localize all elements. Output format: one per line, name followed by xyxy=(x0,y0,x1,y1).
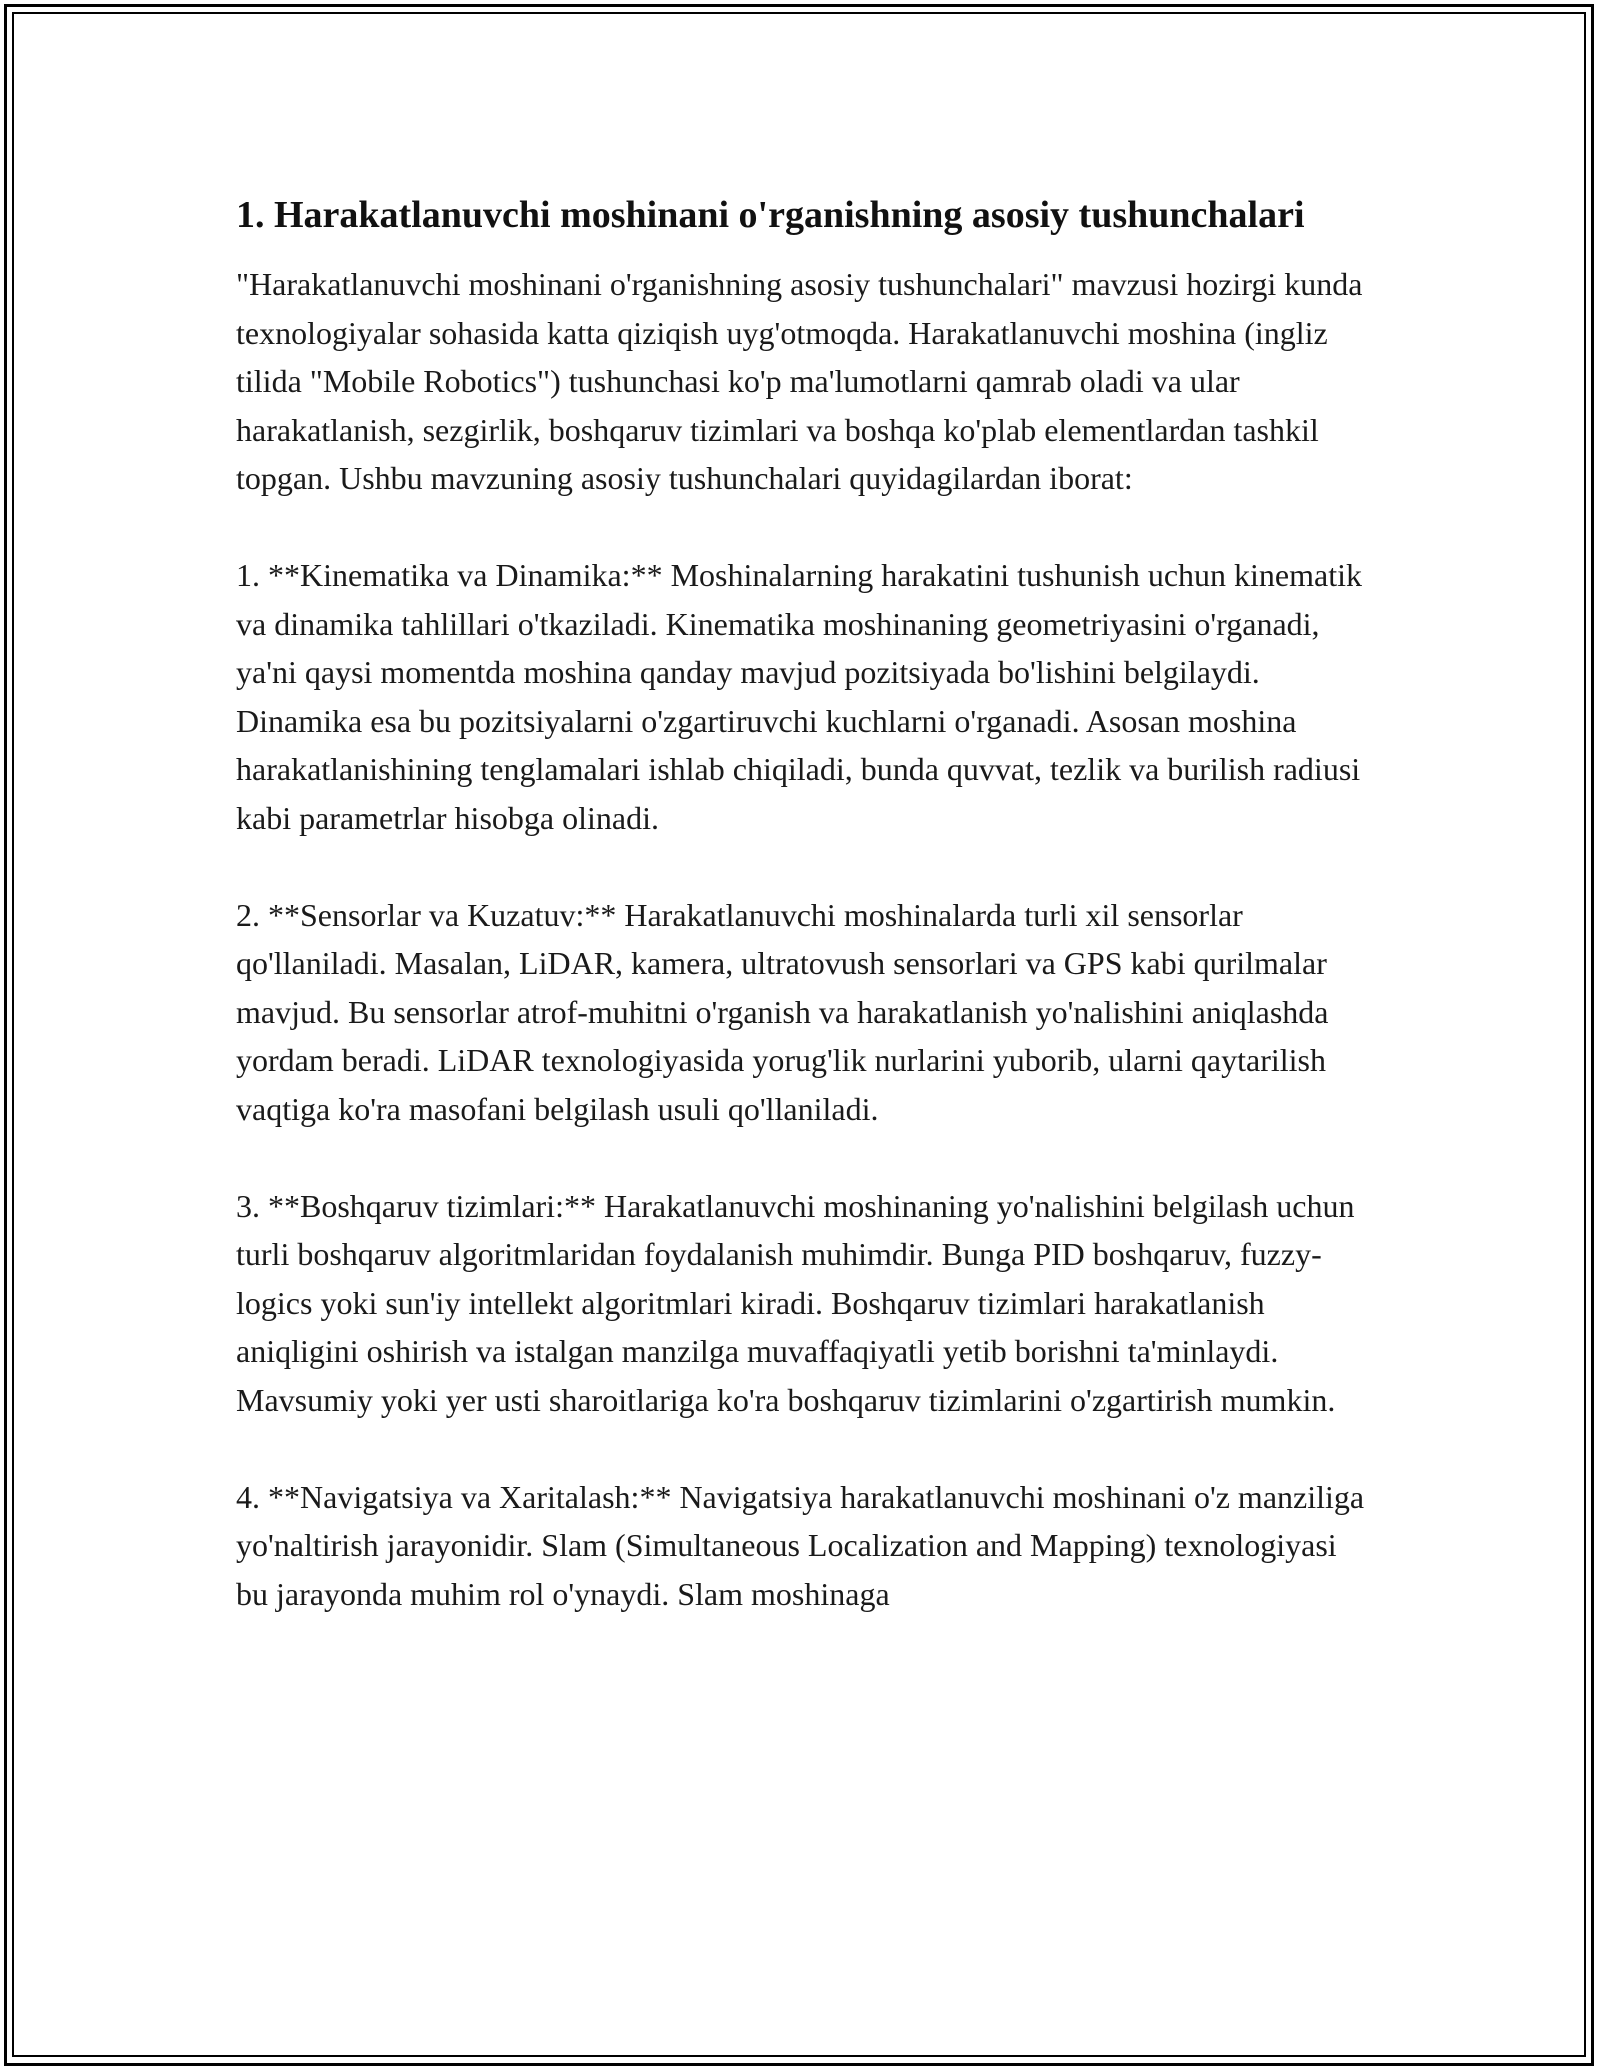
intro-paragraph: "Harakatlanuvchi moshinani o'rganishning asosiy tushunchalari" mavzusi hozirgi kunda texnologiyalar sohasida katta qiziqish uyg'otmoqda. Harakatlanuvchi moshina (ingliz tilida "Mobile Robotics") tushunchasi ko'p ma'lumotlarni qamrab oladi va ular harakatlanish, sezgirlik, boshqaruv tizimlari va boshqa ko'plab elementlardan tashkil topgan. Ushbu mavzuning asosiy tushunchalari quyidagilardan iborat: xyxy=(236,266,1363,496)
document-title: 1. Harakatlanuvchi moshinani o'rganishning asosiy tushunchalari xyxy=(236,194,1305,236)
sensors-paragraph: 2. **Sensorlar va Kuzatuv:** Harakatlanuvchi moshinalarda turli xil sensorlar qo'llaniladi. Masalan, LiDAR, kamera, ultratovush sensorlari va GPS kabi qurilmalar mavjud. Bu sensorlar atrof-muhitni o'rganish va harakatlanish yo'nalishini aniqlashda yordam beradi. LiDAR texnologiyasida yorug'lik nurlarini yuborib, ularni qaytarilish vaqtiga ko'ra masofani belgilash usuli qo'llaniladi. xyxy=(236,896,1329,1127)
navigation-paragraph: 4. **Navigatsiya va Xaritalash:** Navigatsiya harakatlanuvchi moshinani o'z manziliga yo'naltirish jarayonidir. Slam (Simultaneous Localization and Mapping) texnologiyasi bu jarayonda muhim rol o'ynaydi. Slam moshinaga xyxy=(236,1478,1365,1612)
document-body xyxy=(236,188,1366,1667)
control-systems-paragraph: 3. **Boshqaruv tizimlari:** Harakatlanuvchi moshinaning yo'nalishini belgilash uchun turli boshqaruv algoritmlaridan foydalanish muhimdir. Bunga PID boshqaruv, fuzzy-logics yoki sun'iy intellekt algoritmlari kiradi. Boshqaruv tizimlari harakatlanish aniqligini oshirish va istalgan manzilga muvaffaqiyatli yetib borishni ta'minlaydi. Mavsumiy yoki yer usti sharoitlariga ko'ra boshqaruv tizimlarini o'zgartirish mumkin. xyxy=(236,1187,1355,1418)
kinematics-paragraph: 1. **Kinematika va Dinamika:** Moshinalarning harakatini tushunish uchun kinematik va dinamika tahlillari o'tkaziladi. Kinematika moshinaning geometriyasini o'rganadi, ya'ni qaysi momentda moshina qanday mavjud pozitsiyada bo'lishini belgilaydi. Dinamika esa bu pozitsiyalarni o'zgartiruvchi kuchlarni o'rganadi. Asosan moshina harakatlanishining tenglamalari ishlab chiqiladi, bunda quvvat, tezlik va burilish radiusi kabi parametrlar hisobga olinadi. xyxy=(236,557,1362,836)
